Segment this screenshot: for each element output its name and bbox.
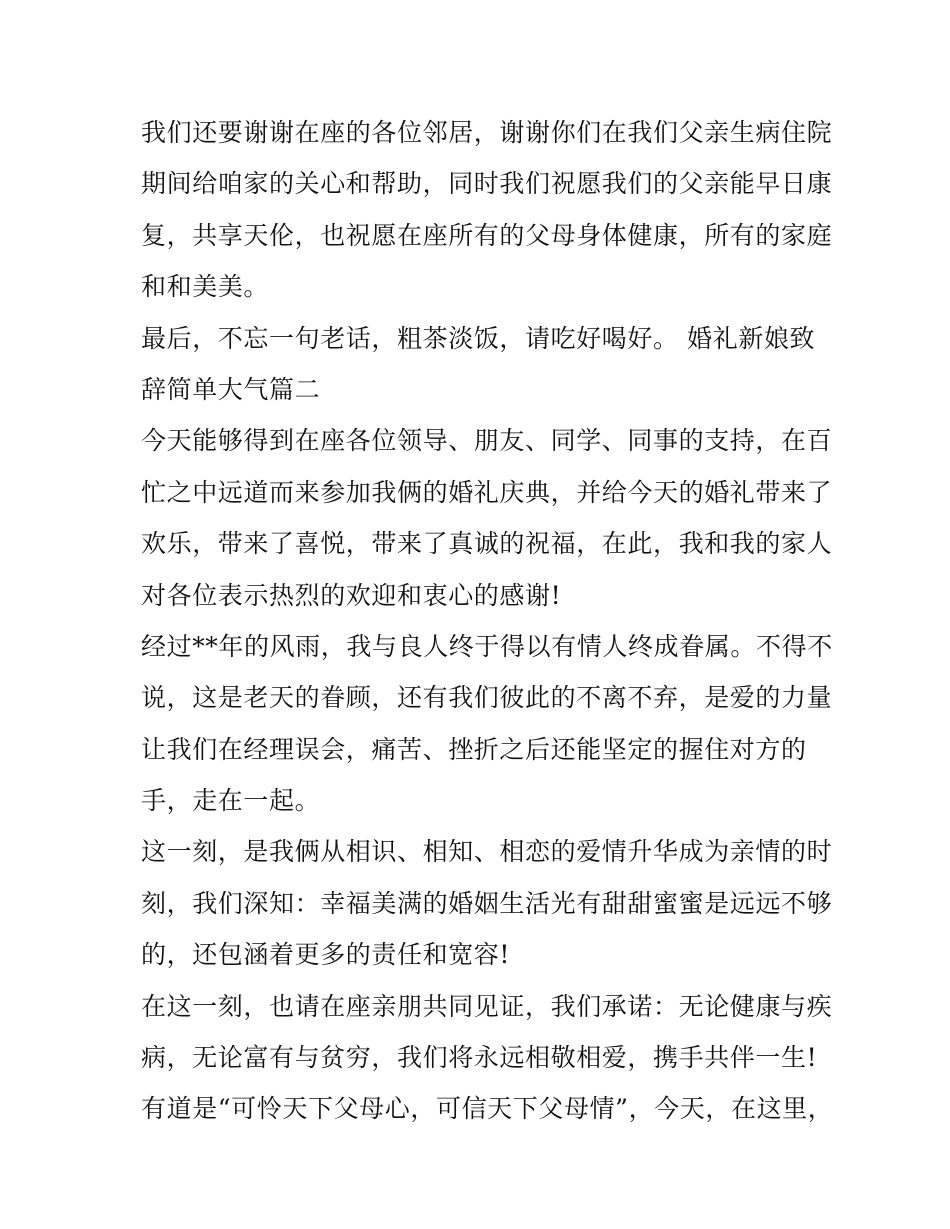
section-heading-line: 辞简单大气篇二 — [141, 374, 321, 404]
text-line: 我们还要谢谢在座的各位邻居，谢谢你们在我们父亲生病住院 — [141, 118, 833, 147]
text-line: 说，这是老天的眷顾，还有我们彼此的不离不弃，是爱的力量 — [141, 683, 833, 713]
text-line: 忙之中远道而来参加我俩的婚礼庆典，并给今天的婚礼带来了 — [141, 477, 833, 507]
text-line: 对各位表示热烈的欢迎和衷心的感谢! — [141, 580, 562, 610]
text-line: 最后，不忘一句老话，粗茶淡饭，请吃好喝好。 婚礼新娘致 — [141, 323, 816, 353]
text-line: 复，共享天伦，也祝愿在座所有的父母身体健康，所有的家庭 — [141, 220, 833, 250]
text-line: 在这一刻，也请在座亲朋共同见证，我们承诺：无论健康与疾 — [141, 991, 833, 1021]
text-line: 刻，我们深知：幸福美满的婚姻生活光有甜甜蜜蜜是远远不够 — [141, 888, 833, 918]
text-line: 有道是“可怜天下父母心，可信天下父母情”，今天，在这里， — [141, 1094, 834, 1124]
text-line: 让我们在经理误会，痛苦、挫折之后还能坚定的握住对方的 — [141, 734, 807, 764]
text-line: 和和美美。 — [141, 272, 270, 302]
text-line: 这一刻，是我俩从相识、相知、相恋的爱情升华成为亲情的时 — [141, 837, 833, 867]
text-line: 今天能够得到在座各位领导、朋友、同学、同事的支持，在百 — [141, 426, 833, 456]
text-line: 经过**年的风雨，我与良人终于得以有情人终成眷属。不得不 — [141, 631, 833, 661]
text-line: 期间给咱家的关心和帮助，同时我们祝愿我们的父亲能早日康 — [141, 169, 833, 199]
text-line: 欢乐，带来了喜悦，带来了真诚的祝福，在此，我和我的家人 — [141, 529, 833, 559]
text-line: 手，走在一起。 — [141, 786, 321, 816]
document-body — [141, 107, 834, 1135]
text-line: 病，无论富有与贫穷，我们将永远相敬相爱，携手共伴一生! — [141, 1043, 818, 1073]
text-line: 的，还包涵着更多的责任和宽容! — [141, 940, 511, 970]
